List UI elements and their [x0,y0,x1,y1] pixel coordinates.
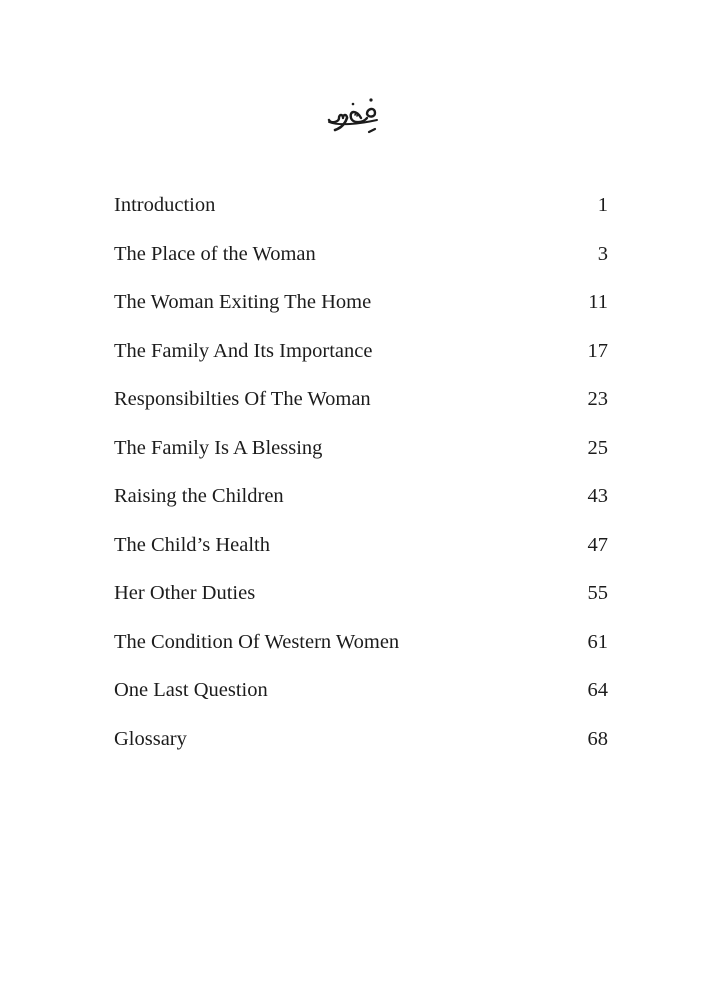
toc-entry [114,530,608,579]
toc-entry-page-number: 55 [587,582,608,604]
toc-entry [114,627,608,676]
toc-entry-page-number: 68 [587,727,608,750]
contents-heading [0,92,705,146]
toc-entry-page-number: 1 [597,194,608,216]
toc-entry-page-number: 47 [587,533,608,556]
toc-entry [114,578,608,627]
toc-entry [114,239,608,288]
toc-entry [114,190,608,239]
table-of-contents [114,190,608,772]
toc-entry-title: Glossary [114,727,187,750]
toc-entry-title: The Family And Its Importance [114,339,373,362]
toc-entry-title: One Last Question [114,679,268,701]
toc-entry-page-number: 23 [587,388,608,410]
toc-entry-title: The Condition Of Western Women [114,630,400,653]
toc-entry-page-number: 43 [587,485,608,507]
toc-entry [114,675,608,724]
toc-entry-title: Responsibilties Of The Woman [114,388,371,410]
toc-entry-page-number: 25 [587,436,608,459]
toc-entry [114,336,608,385]
toc-entry [114,384,608,433]
toc-entry-title: Raising the Children [114,485,284,507]
toc-entry-title: The Family Is A Blessing [114,436,323,459]
toc-entry-page-number: 17 [587,339,608,362]
arabic-calligraphy-heading-logo [323,92,383,142]
toc-entry [114,287,608,336]
toc-entry-page-number: 3 [597,242,608,265]
toc-entry-title: Her Other Duties [114,582,256,604]
toc-entry-title: The Place of the Woman [114,242,316,265]
toc-entry-page-number: 11 [588,291,608,313]
toc-entry-title: Introduction [114,194,216,216]
toc-entry-page-number: 61 [587,630,608,653]
toc-entry-title: The Woman Exiting The Home [114,291,372,313]
toc-entry-title: The Child’s Health [114,533,271,556]
toc-entry [114,481,608,530]
toc-entry [114,724,608,773]
toc-entry-page-number: 64 [587,679,608,701]
toc-entry [114,433,608,482]
